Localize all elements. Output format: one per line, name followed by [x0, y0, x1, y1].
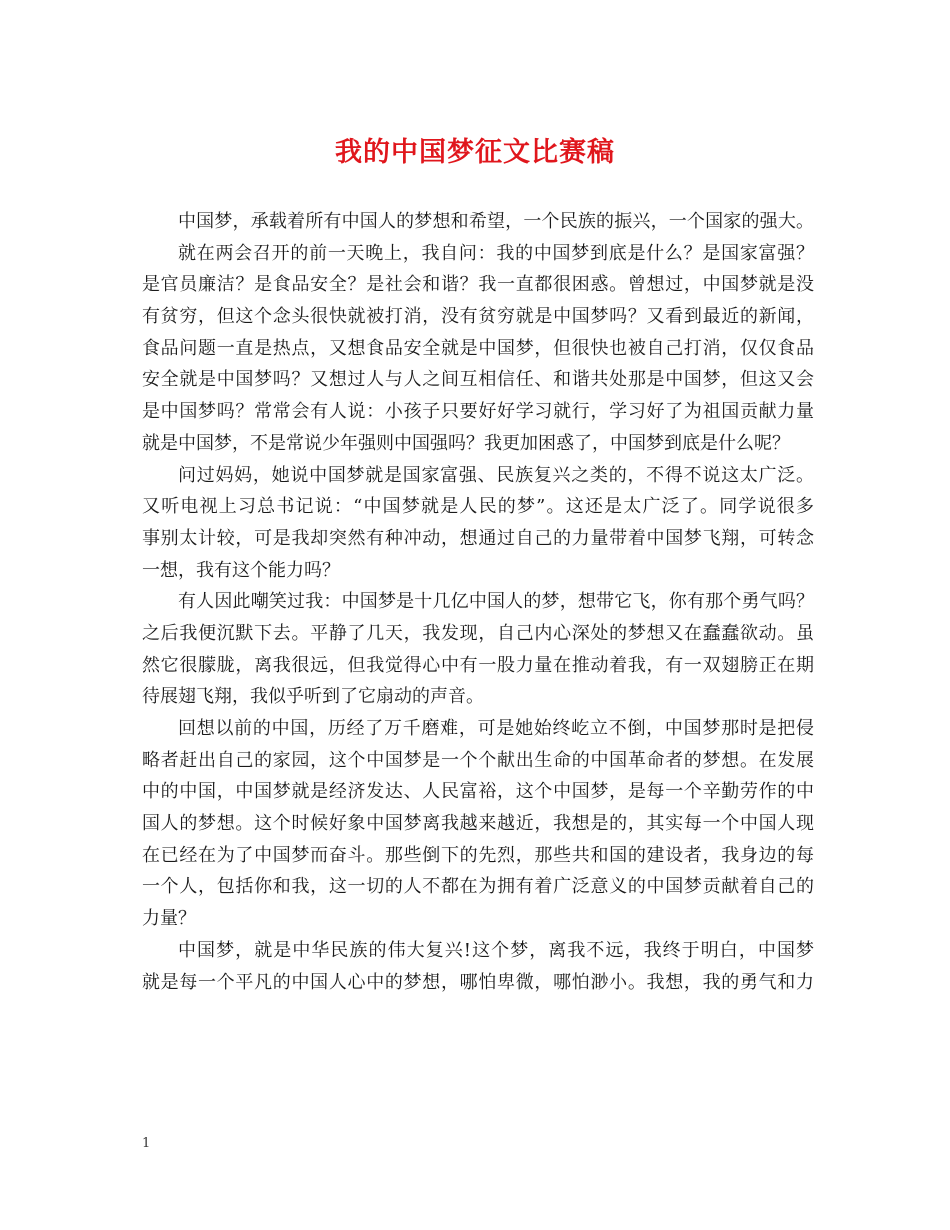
text-line: 中国梦，就是中华民族的伟大复兴!这个梦，离我不远，我终于明白，中国梦: [178, 939, 814, 961]
text-line: 一个人，包括你和我，这一切的人不都在为拥有着广泛意义的中国梦贡献着自己的: [142, 876, 814, 898]
text-line: 是官员廉洁？是食品安全？是社会和谐？我一直都很困惑。曾想过，中国梦就是没: [142, 274, 814, 296]
text-line: 国人的梦想。这个时候好象中国梦离我越来越近，我想是的，其实每一个中国人现: [142, 813, 814, 835]
text-line: 又听电视上习总书记说：“中国梦就是人民的梦”。这还是太广泛了。同学说很多: [142, 496, 814, 518]
text-line: 略者赶出自己的家园，这个中国梦是一个个献出生命的中国革命者的梦想。在发展: [142, 749, 814, 771]
text-line: 就是每一个平凡的中国人心中的梦想，哪怕卑微，哪怕渺小。我想，我的勇气和力: [142, 971, 814, 993]
text-line: 有贫穷，但这个念头很快就被打消，没有贫穷就是中国梦吗？又看到最近的新闻，: [142, 306, 814, 328]
text-line: 有人因此嘲笑过我：中国梦是十几亿中国人的梦，想带它飞，你有那个勇气吗？: [178, 591, 814, 613]
page-number: 1: [142, 1136, 151, 1151]
page-title: 我的中国梦征文比赛稿: [335, 137, 615, 168]
text-line: 力量？: [142, 908, 196, 930]
document-body: [142, 206, 814, 998]
text-line: 问过妈妈，她说中国梦就是国家富强、民族复兴之类的，不得不说这太广泛。: [178, 464, 814, 486]
text-line: 一想，我有这个能力吗？: [142, 559, 340, 581]
text-line: 是中国梦吗？常常会有人说：小孩子只要好好学习就行，学习好了为祖国贡献力量: [142, 401, 814, 423]
text-line: 待展翅飞翔，我似乎听到了它扇动的声音。: [142, 686, 484, 708]
text-line: 就是中国梦，不是常说少年强则中国强吗？我更加困惑了，中国梦到底是什么呢？: [142, 432, 790, 454]
text-line: 中国梦，承载着所有中国人的梦想和希望，一个民族的振兴，一个国家的强大。: [178, 211, 814, 232]
text-line: 食品问题一直是热点，又想食品安全就是中国梦，但很快也被自己打消，仅仅食品: [142, 337, 814, 359]
text-line: 然它很朦胧，离我很远，但我觉得心中有一股力量在推动着我，有一双翅膀正在期: [142, 654, 814, 676]
text-line: 事别太计较，可是我却突然有种冲动，想通过自己的力量带着中国梦飞翔，可转念: [142, 527, 814, 549]
text-line: 中的中国，中国梦就是经济发达、人民富裕，这个中国梦，是每一个辛勤劳作的中: [142, 781, 814, 803]
text-line: 安全就是中国梦吗？又想过人与人之间互相信任、和谐共处那是中国梦，但这又会: [142, 369, 814, 391]
text-line: 之后我便沉默下去。平静了几天，我发现，自己内心深处的梦想又在蠢蠢欲动。虽: [142, 622, 814, 644]
text-line: 回想以前的中国，历经了万千磨难，可是她始终屹立不倒，中国梦那时是把侵: [178, 718, 814, 739]
text-line: 在已经在为了中国梦而奋斗。那些倒下的先烈，那些共和国的建设者，我身边的每: [142, 844, 814, 866]
text-line: 就在两会召开的前一天晚上，我自问：我的中国梦到底是什么？是国家富强？: [178, 242, 814, 264]
